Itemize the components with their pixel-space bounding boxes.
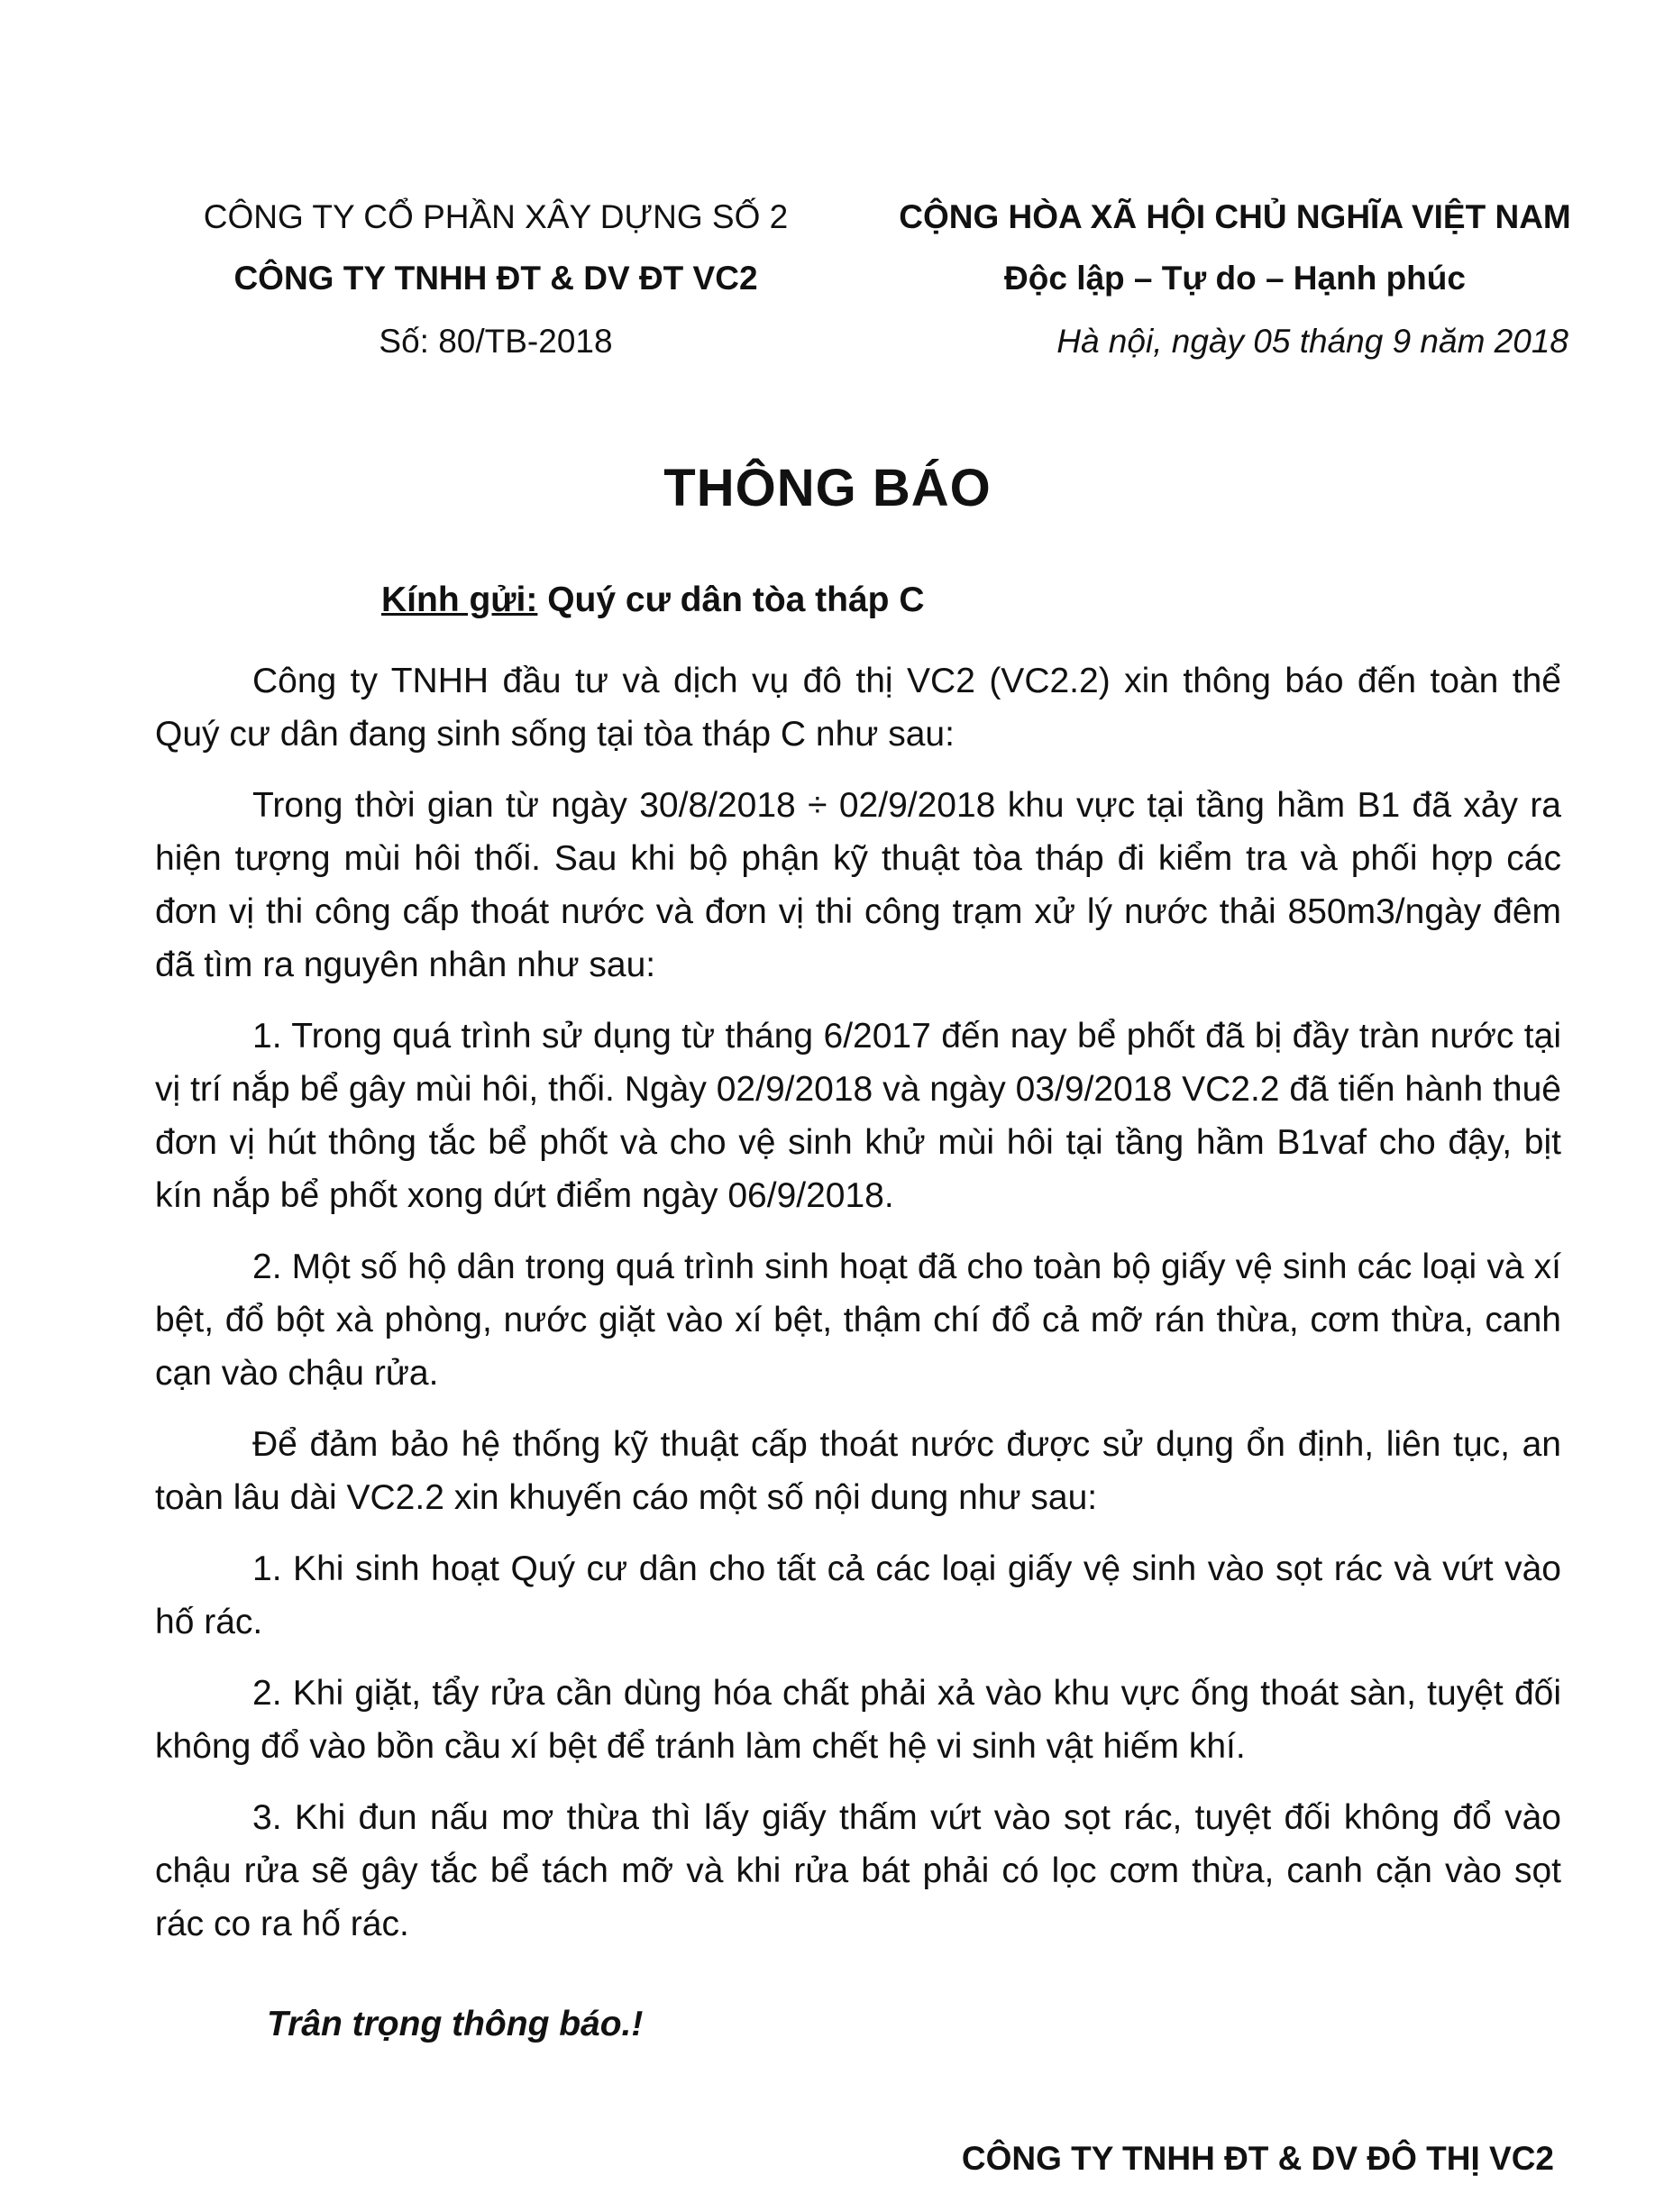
document-body (155, 654, 1561, 1969)
document-title: THÔNG BÁO (663, 459, 992, 517)
national-title: CỘNG HÒA XÃ HỘI CHỦ NGHĨA VIỆT NAM (899, 198, 1571, 235)
recipient-name: Quý cư dân tòa tháp C (547, 580, 925, 619)
national-header (865, 198, 1605, 361)
paragraph-intro: Công ty TNHH đầu tư và dịch vụ đô thị VC2 (VC2.2) xin thông báo đến toàn thể Quý cư dân đang sinh sống tại tòa tháp C như sau: (155, 662, 1561, 754)
parent-company-name: CÔNG TY CỔ PHẦN XÂY DỰNG SỐ 2 (203, 198, 789, 235)
place-and-date: Hà nội, ngày 05 tháng 9 năm 2018 (1056, 323, 1568, 360)
recipient-line (381, 580, 925, 620)
issuer-header (180, 198, 811, 361)
recipient-lead: Kính gửi: (381, 580, 538, 619)
company-name: CÔNG TY TNHH ĐT & DV ĐT VC2 (233, 260, 758, 297)
signature-block: CÔNG TY TNHH ĐT & DV ĐÔ THỊ VC2 (961, 2140, 1554, 2177)
paragraph-incident: Trong thời gian từ ngày 30/8/2018 ÷ 02/9/2018 khu vực tại tầng hầm B1 đã xảy ra hiện tượng mùi hôi thối. Sau khi bộ phận kỹ thuật tòa tháp đi kiểm tra và phối hợp các đơn vị thi công cấp thoát nước và đơn vị thi công trạm xử lý nước thải 850m3/ngày đêm đã tìm ra nguyên nhân như sau: (155, 786, 1561, 984)
paragraph-recommendation-2: 2. Khi giặt, tẩy rửa cần dùng hóa chất phải xả vào khu vực ống thoát sàn, tuyệt đối không đổ vào bồn cầu xí bệt để tránh làm chết hệ vi sinh vật hiếm khí. (155, 1674, 1561, 1766)
national-motto: Độc lập – Tự do – Hạnh phúc (1004, 260, 1466, 297)
paragraph-cause-2: 2. Một số hộ dân trong quá trình sinh hoạt đã cho toàn bộ giấy vệ sinh các loại và xí bệt, đổ bột xà phòng, nước giặt vào xí bệt, thậm chí đổ cả mỡ rán thừa, cơm thừa, canh cạn vào chậu rửa. (155, 1248, 1561, 1393)
paragraph-cause-1: 1. Trong quá trình sử dụng từ tháng 6/2017 đến nay bể phốt đã bị đầy tràn nước tại vị trí nắp bể gây mùi hôi, thối. Ngày 02/9/2018 và ngày 03/9/2018 VC2.2 đã tiến hành thuê đơn vị hút thông tắc bể phốt và cho vệ sinh khử mùi hôi tại tầng hầm B1vaf cho đậy, bịt kín nắp bể phốt xong dứt điểm ngày 06/9/2018. (155, 1017, 1561, 1215)
paragraph-recommendation-intro: Để đảm bảo hệ thống kỹ thuật cấp thoát nước được sử dụng ổn định, liên tục, an toàn lâu dài VC2.2 xin khuyến cáo một số nội dung như sau: (155, 1425, 1561, 1517)
closing-line: Trân trọng thông báo.! (267, 2005, 644, 2043)
paragraph-recommendation-1: 1. Khi sinh hoạt Quý cư dân cho tất cả các loại giấy vệ sinh vào sọt rác và vứt vào hố rác. (155, 1549, 1561, 1641)
document-number: Số: 80/TB-2018 (379, 323, 613, 360)
paragraph-recommendation-3: 3. Khi đun nấu mơ thừa thì lấy giấy thấm vứt vào sọt rác, tuyệt đối không đổ vào chậu rửa sẽ gây tắc bể tách mỡ và khi rửa bát phải có lọc cơm thừa, canh cặn vào sọt rác co ra hố rác. (155, 1798, 1561, 1943)
